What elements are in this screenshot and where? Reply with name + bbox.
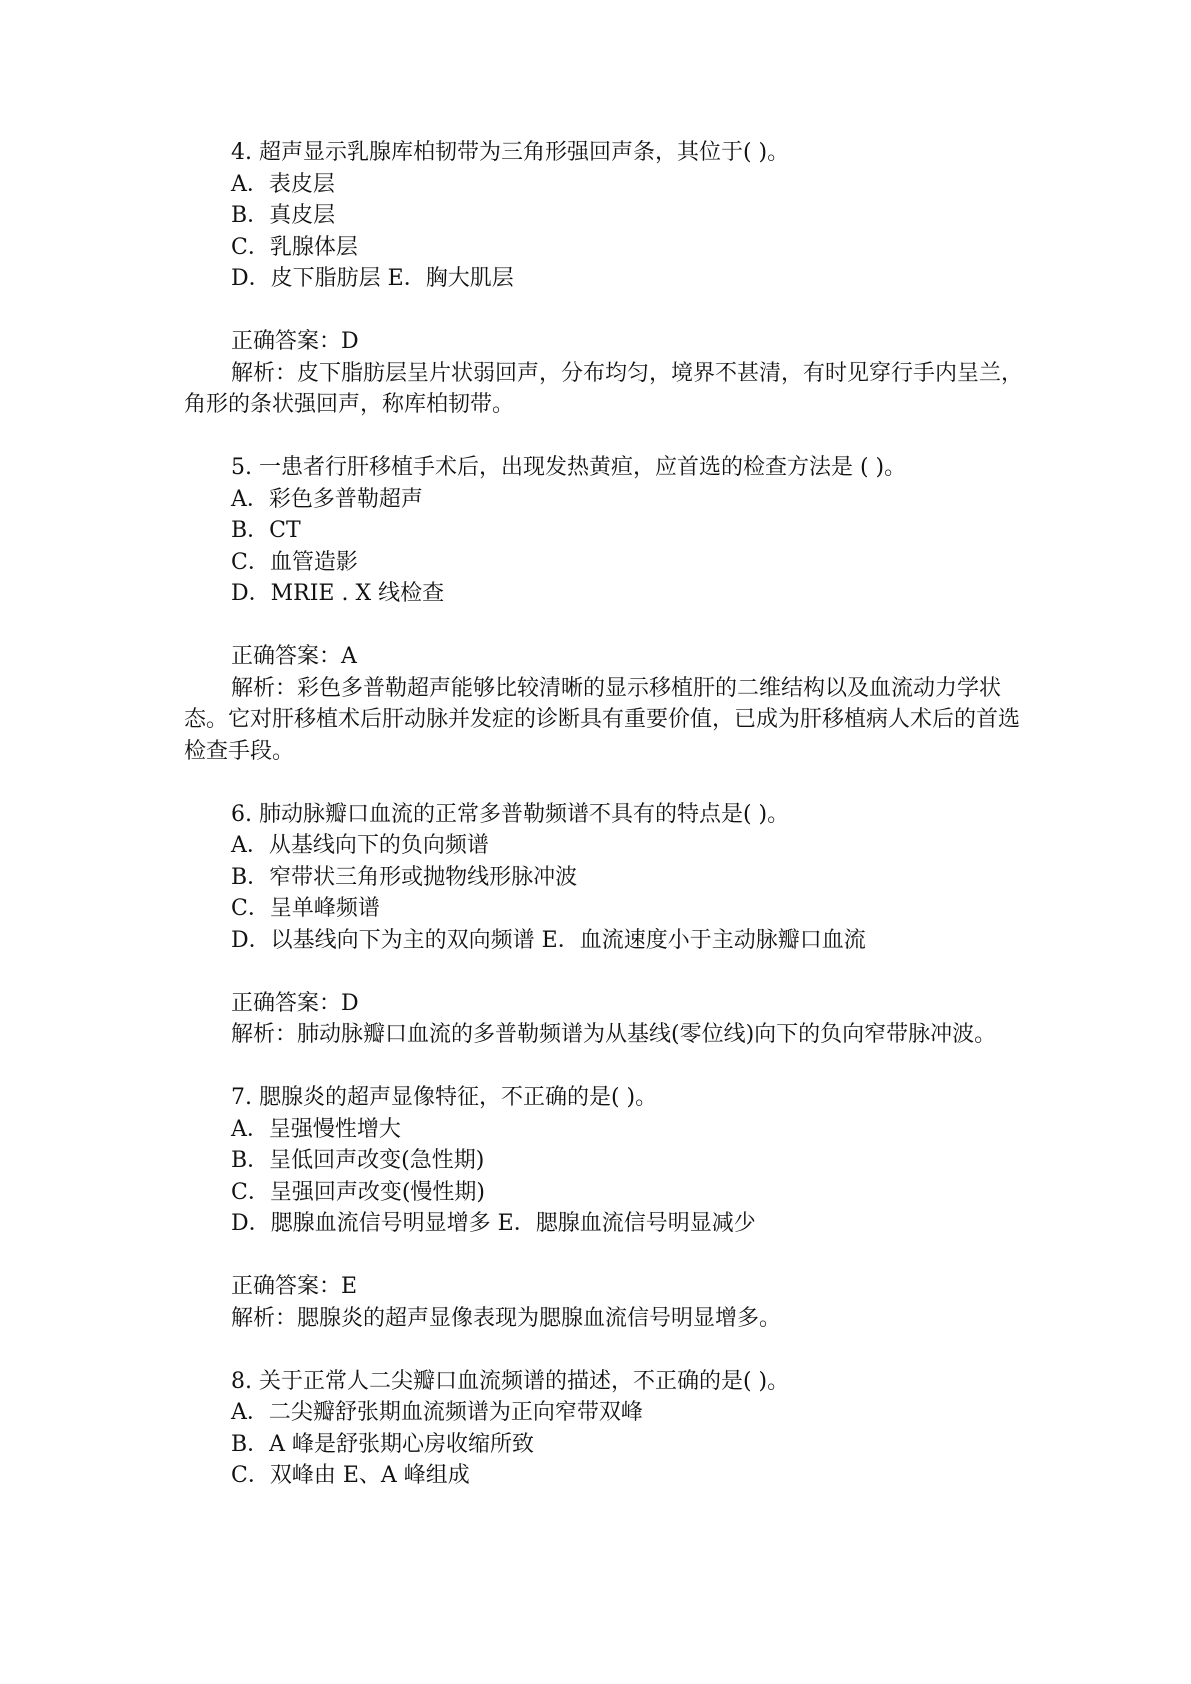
option-d-e: D．MRIE . X 线检查: [231, 581, 445, 606]
option-a: A．彩色多普勒超声: [231, 486, 423, 512]
option-b: B．真皮层: [231, 203, 336, 228]
document-page: [184, 137, 1024, 1523]
correct-answer: 正确答案：A: [231, 644, 357, 669]
option-b: B．A 峰是舒张期心房收缩所致: [231, 1431, 535, 1457]
option-b: B．呈低回声改变(急性期): [231, 1148, 485, 1173]
question-7: [184, 1082, 1024, 1334]
explanation: 解析：彩色多普勒超声能够比较清晰的显示移植肝的二维结构以及血流动力学状态。它对肝移植术后肝动脉并发症的诊断具有重要价值，已成为肝移植病人术后的首选检查手段。: [184, 675, 1021, 764]
option-c: C．双峰由 E、A 峰组成: [231, 1463, 470, 1488]
explanation: 解析：肺动脉瓣口血流的多普勒频谱为从基线(零位线)向下的负向窄带脉冲波。: [231, 1022, 997, 1047]
option-a: A．呈强慢性增大: [231, 1116, 401, 1142]
option-b: B．窄带状三角形或抛物线形脉冲波: [231, 864, 578, 890]
option-d-e: D．皮下脂肪层 E．胸大肌层: [231, 266, 514, 291]
answer-block: [184, 988, 1024, 1051]
correct-answer: 正确答案：E: [231, 1274, 358, 1299]
option-c: C．乳腺体层: [231, 234, 358, 260]
option-c: C．呈强回声改变(慢性期): [231, 1179, 485, 1205]
question-5: [184, 452, 1024, 767]
question-4: [184, 137, 1024, 421]
answer-block: [184, 641, 1024, 767]
question-8: [184, 1366, 1024, 1492]
question-stem: 4. 超声显示乳腺库柏韧带为三角形强回声条，其位于( )。: [231, 140, 790, 165]
explanation: 解析：皮下脂肪层呈片状弱回声，分布均匀，境界不甚清，有时见穿行手内呈兰，角形的条状强回声，称库柏韧带。: [184, 360, 1024, 417]
option-a: A．二尖瓣舒张期血流频谱为正向窄带双峰: [231, 1400, 643, 1425]
answer-block: [184, 1271, 1024, 1334]
option-d-e: D．腮腺血流信号明显增多 E．腮腺血流信号明显减少: [231, 1211, 756, 1236]
option-c: C．血管造影: [231, 549, 358, 575]
correct-answer: 正确答案：D: [231, 990, 359, 1016]
question-stem: 7. 腮腺炎的超声显像特征，不正确的是( )。: [231, 1085, 658, 1110]
option-d-e: D．以基线向下为主的双向频谱 E．血流速度小于主动脉瓣口血流: [231, 927, 866, 953]
question-stem: 5. 一患者行肝移植手术后，出现发热黄疸，应首选的检查方法是 ( )。: [231, 455, 907, 480]
option-a: A．表皮层: [231, 171, 335, 197]
correct-answer: 正确答案：D: [231, 329, 359, 354]
answer-block: [184, 326, 1024, 421]
question-stem: 8. 关于正常人二尖瓣口血流频谱的描述，不正确的是( )。: [231, 1368, 790, 1394]
option-c: C．呈单峰频谱: [231, 896, 380, 921]
option-a: A．从基线向下的负向频谱: [231, 833, 489, 858]
question-stem: 6. 肺动脉瓣口血流的正常多普勒频谱不具有的特点是( )。: [231, 801, 790, 827]
option-b: B．CT: [231, 518, 301, 543]
question-6: [184, 799, 1024, 1051]
explanation: 解析：腮腺炎的超声显像表现为腮腺血流信号明显增多。: [231, 1305, 782, 1331]
